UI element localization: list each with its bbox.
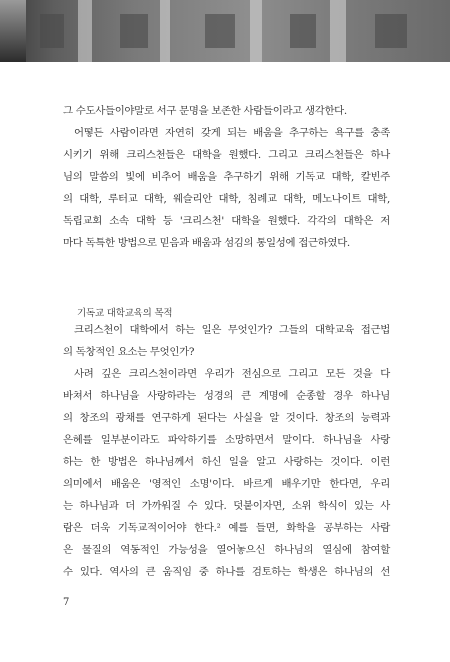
- text-line: 는 하나님과 더 가까워질 수 있다. 덧붙이자면, 소위 학식이 있는 사: [63, 500, 390, 512]
- text-line: 의 대학, 루터교 대학, 웨슬리안 대학, 침례교 대학, 메노나이트 대학,: [63, 193, 390, 205]
- section-heading: 기독교 대학교육의 목적: [77, 308, 173, 319]
- header-dark-patch: [290, 14, 316, 48]
- text-line: 님의 말씀의 빛에 비추어 배움을 추구하기 위해 기독교 대학, 칼빈주: [63, 171, 390, 183]
- text-line: 수 있다. 역사의 큰 움직임 중 하나를 검토하는 학생은 하나님의 선: [63, 566, 390, 578]
- page-number: 7: [63, 597, 70, 608]
- text-line: 은 물질의 역동적인 가능성을 열어놓으신 하나님의 열심에 참여할: [63, 544, 390, 556]
- text-line: 람은 더욱 기독교적이어야 한다.² 예를 들면, 화학을 공부하는 사람: [63, 522, 390, 534]
- text-line: 사려 깊은 크리스천이라면 우리가 전심으로 그리고 모든 것을 다: [74, 368, 390, 380]
- text-line: 의미에서 배움은 '영적인 소명'이다. 바르게 배우기만 한다면, 우리: [63, 478, 390, 490]
- header-light-strip: [330, 0, 346, 62]
- text-line: 크리스천이 대학에서 하는 일은 무엇인가? 그들의 대학교육 접근법: [74, 324, 390, 336]
- text-line: 은혜를 일부분이라도 파악하기를 소망하면서 말이다. 하나님을 사랑: [63, 434, 390, 446]
- text-line: 어떻든 사람이라면 자연히 갖게 되는 배움을 추구하는 욕구를 충족: [74, 127, 390, 139]
- header-dark-patch: [205, 14, 235, 48]
- header-image-band: [0, 0, 450, 62]
- text-line: 의 독창적인 요소는 무엇인가?: [63, 346, 195, 358]
- text-line: 마다 독특한 방법으로 믿음과 배움과 섬김의 통일성에 접근하였다.: [63, 237, 350, 249]
- text-line: 바쳐서 하나님을 사랑하라는 성경의 큰 계명에 순종할 경우 하나님: [63, 390, 390, 402]
- text-line: 시키기 위해 크리스천들은 대학을 원했다. 그리고 크리스천들은 하나: [63, 149, 390, 161]
- text-line: 독립교회 소속 대학 등 '크리스천' 대학을 원했다. 각각의 대학은 저: [63, 215, 390, 227]
- header-corner-shade: [0, 0, 26, 62]
- header-dark-patch: [40, 14, 64, 48]
- text-line: 그 수도사들이야말로 서구 문명을 보존한 사람들이라고 생각한다.: [63, 105, 347, 117]
- header-light-strip: [78, 0, 92, 62]
- text-line: 하는 한 방법은 하나님께서 하신 일을 알고 사랑하는 것이다. 이런: [63, 456, 390, 468]
- header-dark-patch: [375, 14, 407, 48]
- header-dark-patch: [120, 14, 148, 48]
- header-light-strip: [160, 0, 170, 62]
- text-line: 의 창조의 광채를 연구하게 된다는 사실을 알 것이다. 창조의 능력과: [63, 412, 390, 424]
- header-light-strip: [250, 0, 262, 62]
